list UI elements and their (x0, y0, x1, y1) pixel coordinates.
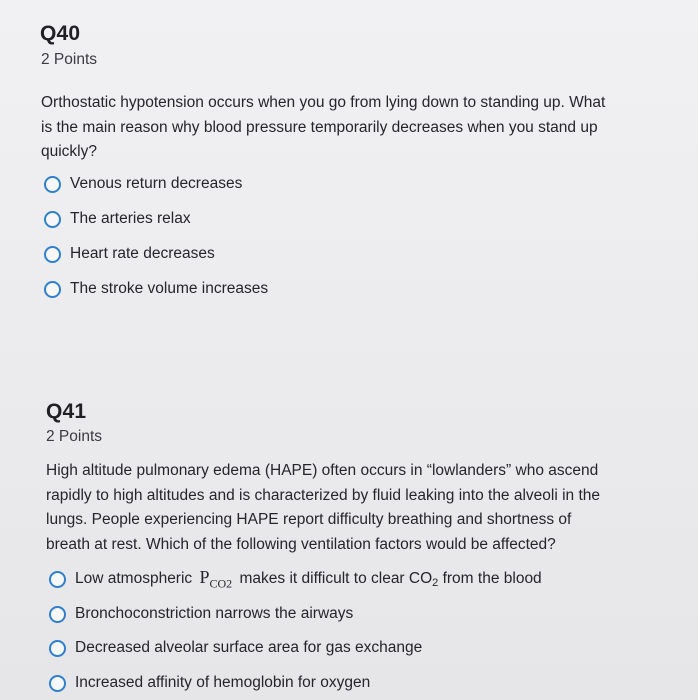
radio-button[interactable] (49, 571, 66, 588)
answer-option-heart-rate[interactable] (44, 245, 215, 263)
option-label: The stroke volume increases (70, 280, 269, 297)
answer-option-low-pco2[interactable] (49, 567, 542, 592)
option-label: Venous return decreases (70, 175, 243, 192)
radio-button[interactable] (44, 211, 61, 228)
prompt-line: Orthostatic hypotension occurs when you go from lying down to standing up. What (41, 94, 606, 111)
co2-subscript: 2 (432, 577, 439, 589)
question-prompt (41, 91, 605, 165)
prompt-line: quickly? (41, 143, 97, 160)
radio-button[interactable] (44, 246, 61, 263)
option-label: Increased affinity of hemoglobin for oxygen (75, 674, 371, 691)
question-number: Q40 (40, 22, 81, 45)
option-label (75, 567, 542, 592)
option-label: Bronchoconstriction narrows the airways (75, 605, 354, 622)
question-points: 2 Points (41, 51, 98, 68)
radio-button[interactable] (49, 675, 66, 692)
radio-button[interactable] (49, 640, 66, 657)
radio-button[interactable] (44, 176, 61, 193)
answer-option-arteries-relax[interactable] (44, 210, 191, 228)
option-label-mid: makes it difficult to clear CO (239, 570, 433, 587)
prompt-line: lungs. People experiencing HAPE report difficulty breathing and shortness of (46, 511, 572, 528)
answer-option-venous-return[interactable] (44, 175, 242, 193)
option-label: Heart rate decreases (70, 245, 215, 262)
prompt-line: is the main reason why blood pressure temporarily decreases when you stand up (41, 118, 598, 136)
option-label: The arteries relax (70, 210, 191, 227)
answer-option-bronchoconstriction[interactable] (49, 605, 353, 623)
prompt-line: breath at rest. Which of the following ventilation factors would be affected? (46, 535, 556, 553)
option-label-prefix: Low atmospheric (75, 570, 193, 587)
answer-option-alveolar-surface[interactable] (49, 639, 422, 657)
answer-option-stroke-volume[interactable] (44, 280, 268, 298)
question-points: 2 Points (46, 428, 103, 445)
radio-button[interactable] (44, 281, 61, 298)
prompt-line: High altitude pulmonary edema (HAPE) often occurs in “lowlanders” who ascend (46, 462, 599, 479)
question-number: Q41 (46, 400, 87, 423)
pco2-symbol: $P_{CO2}$ (199, 567, 233, 591)
question-prompt (46, 459, 600, 557)
radio-button[interactable] (49, 606, 66, 623)
option-label-suffix: from the blood (442, 570, 542, 587)
answer-option-hemoglobin-affinity[interactable] (49, 674, 370, 692)
prompt-line: rapidly to high altitudes and is characterized by fluid leaking into the alveoli in the (46, 486, 601, 504)
option-label: Decreased alveolar surface area for gas exchange (75, 639, 423, 656)
